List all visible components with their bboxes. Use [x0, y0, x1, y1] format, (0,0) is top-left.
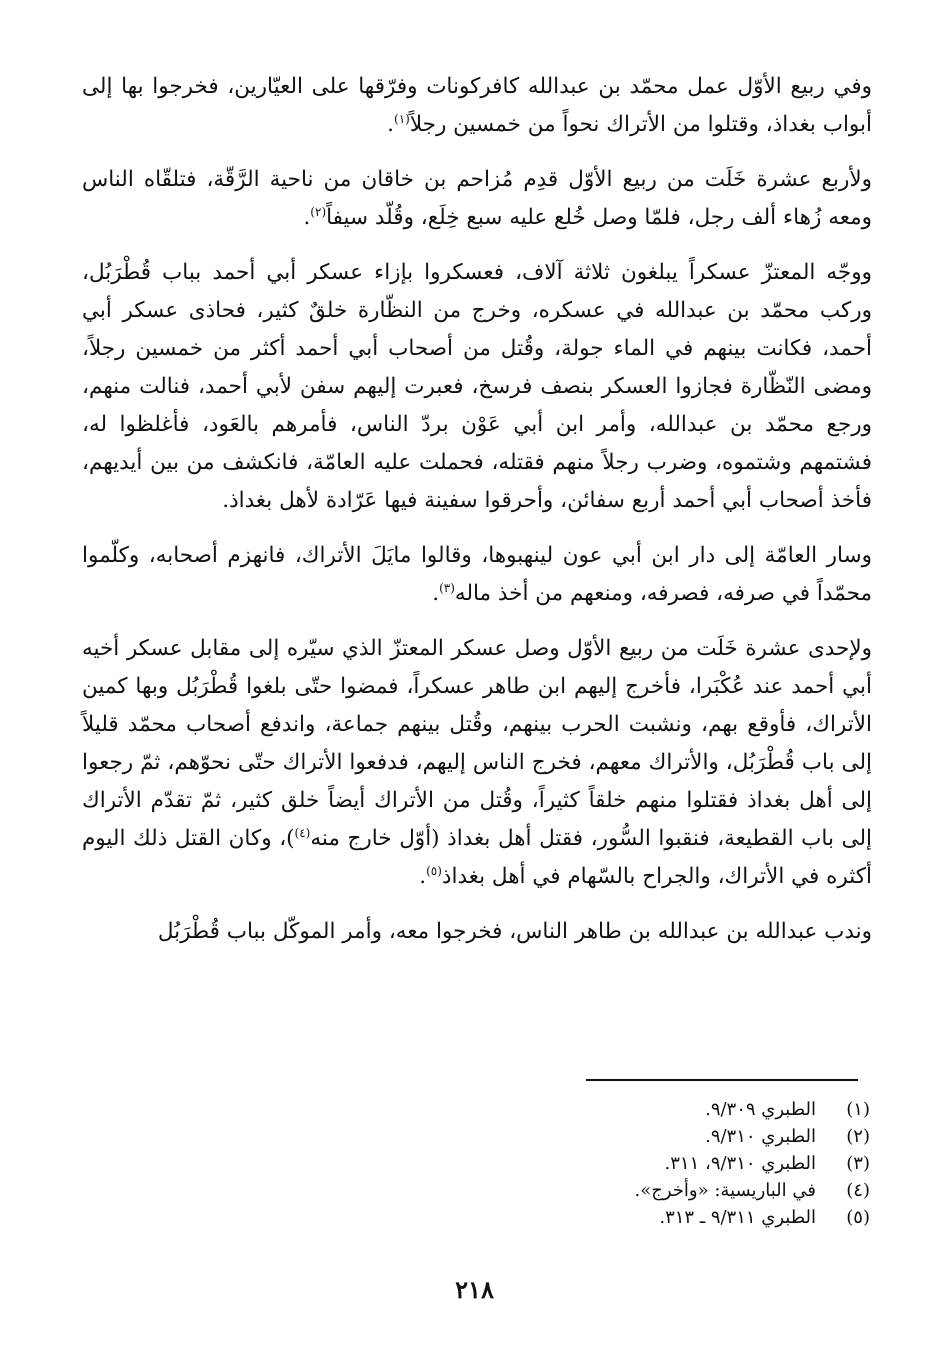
footnote-1: [520, 1096, 870, 1123]
paragraph-1: وفي ربيع الأوّل عمل محمّد بن عبدالله كافركونات وفرّقها على العيّارين، فخرجوا بها إلى أبواب بغداذ، وقتلوا من الأتراك نحواً من خمسين رجلاً$^{(١)}$.: [82, 74, 872, 137]
main-text: [82, 68, 872, 951]
footnote-text: الطبري ٩/٣١٠.: [705, 1126, 816, 1147]
footnote-text: الطبري ٩/٣٠٩.: [705, 1099, 816, 1120]
footnote-ref-4[interactable]: (٤): [294, 825, 311, 840]
footnote-text: الطبري ٩/٣١١ ـ ٣١٣.: [659, 1207, 816, 1228]
footnote-4: [520, 1177, 870, 1204]
footnote-ref-5[interactable]: (٥): [426, 863, 442, 878]
footnote-text: الطبري ٩/٣١٠، ٣١١.: [664, 1153, 816, 1174]
footnote-5: [520, 1204, 870, 1231]
paragraph-3: ووجّه المعتزّ عسكراً يبلغون ثلاثة آلاف، فعسكروا بإزاء عسكر أبي أحمد بباب قُطْرَبُل، وركب محمّد بن عبدالله في عسكره، وخرج من النظّارة خلقٌ كثير، فحاذى عسكر أبي أحمد، فكانت بينهم في الماء جولة، وقُتل من أصحاب أبي أحمد أكثر من خمسين رجلاً، ومضى النّظّارة فجازوا العسكر بنصف فرسخ، فعبرت إليهم سفن لأبي أحمد، فنالت منهم، ورجع محمّد بن عبدالله، وأمر ابن أبي عَوْن بردّ الناس، فأمرهم بالعَود، فأغلظوا له، فشتمهم وشتموه، وضرب رجلاً منهم فقتله، فحملت عليه العامّة، فانكشف من بين أيديهم، فأخذ أصحاب أبي أحمد أربع سفائن، وأحرقوا سفينة فيها عَرّادة لأهل بغداذ.: [82, 260, 872, 513]
page-number: ٢١٨: [455, 1275, 494, 1304]
footnote-number: (١): [846, 1099, 870, 1120]
paragraph-5: ولإحدى عشرة خَلَت من ربيع الأوّل وصل عسكر المعتزّ الذي سيّره إلى مقابل عسكر أخيه أبي أحمد عند عُكْبَرا، فأخرج إليهم ابن طاهر عسكراً، فمضوا حتّى بلغوا قُطْرَبُل وبها كمين الأتراك، فأوقع بهم، ونشبت الحرب بينهم، وقُتل بينهم جماعة، واندفع أصحاب محمّد قليلاً إلى باب قُطْرَبُل، والأتراك معهم، فخرج الناس إليهم، فدفعوا الأتراك حتّى نحوّهم، ثمّ رجعوا إلى أهل بغداذ فقتلوا منهم خلقاً كثيراً، وقُتل من الأتراك أيضاً خلق كثير، ثمّ تقدّم الأتراك إلى باب القطيعة، فنقبوا السُّور، فقتل أهل بغداذ (أوّل خارج منه$^{(٤)}$)، وكان القتل ذلك اليوم أكثره في الأتراك، والجراح بالسّهام في أهل بغداذ$^{(٥)}$.: [82, 636, 872, 889]
footnote-number: (٣): [846, 1153, 870, 1174]
footnote-ref-1[interactable]: (١): [394, 111, 410, 126]
paragraph-2: ولأربع عشرة خَلَت من ربيع الأوّل قدِم مُزاحم بن خاقان من ناحية الرَّقّة، فتلقّاه الناس ومعه زُهاء ألف رجل، فلمّا وصل خُلع عليه سبع خِلَع، وقُلّد سيفاً$^{(٢)}$.: [82, 167, 872, 230]
footnotes: [520, 1096, 870, 1231]
footnote-number: (٤): [846, 1180, 870, 1201]
footnote-ref-3[interactable]: (٣): [439, 580, 455, 595]
paragraph-6: وندب عبدالله بن عبدالله بن طاهر الناس، فخرجوا معه، وأمر الموكّل بباب قُطْرَبُل: [157, 919, 872, 944]
footnote-ref-2[interactable]: (٢): [310, 204, 327, 219]
footnote-text: في الباريسية: «وأخرج».: [634, 1180, 816, 1201]
footnote-3: [520, 1150, 870, 1177]
footnote-2: [520, 1123, 870, 1150]
footnote-separator: [586, 1079, 858, 1081]
footnote-number: (٢): [846, 1126, 870, 1147]
footnote-number: (٥): [846, 1207, 870, 1228]
paragraph-4: وسار العامّة إلى دار ابن أبي عون لينهبوها، وقالوا مايَلَ الأتراك، فانهزم أصحابه، وكلّموا محمّداً في صرفه، فصرفه، ومنعهم من أخذ ماله$^{(٣)}$.: [82, 543, 872, 606]
